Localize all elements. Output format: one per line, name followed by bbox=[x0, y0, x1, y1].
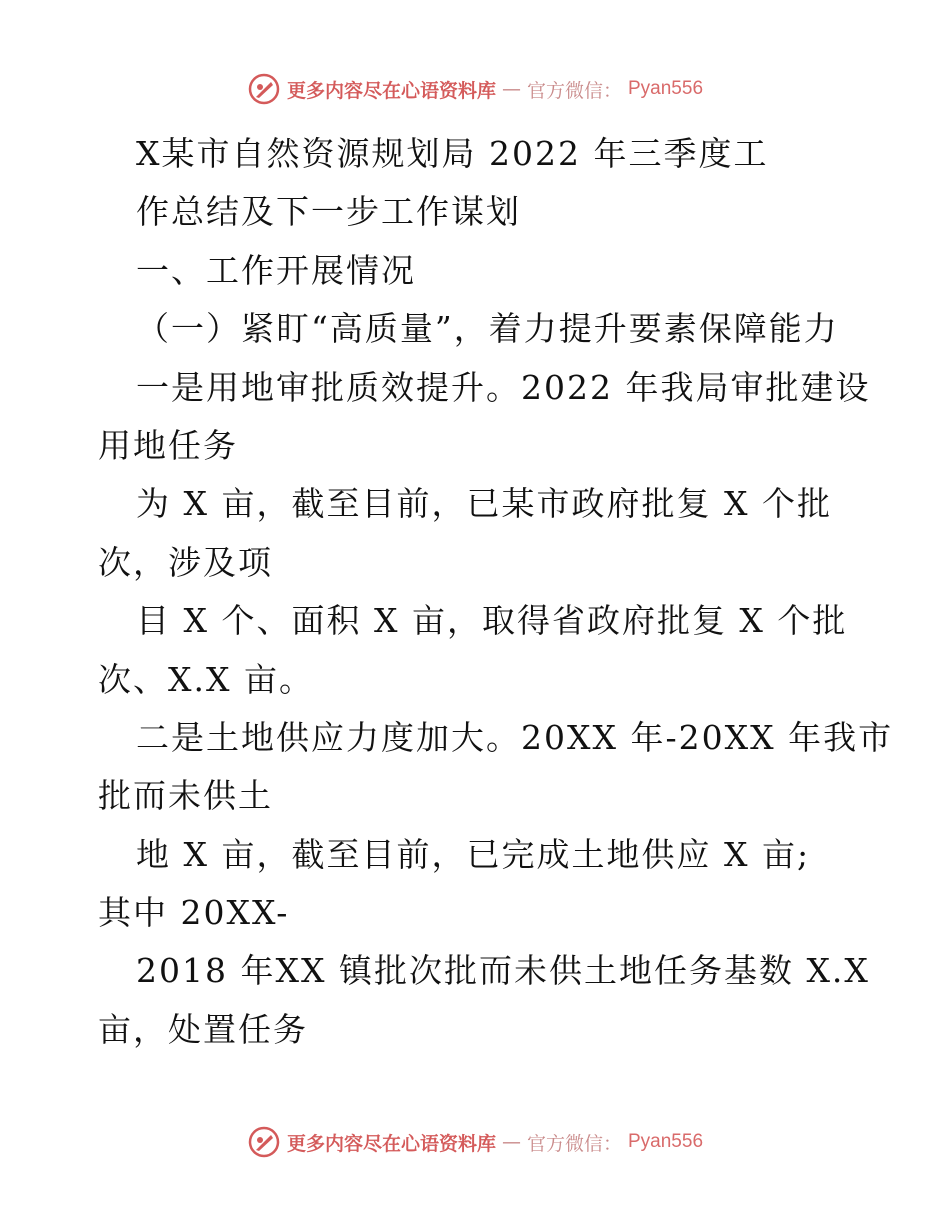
watermark-wechat-label: 官方微信： bbox=[526, 1132, 622, 1155]
paragraph-line: 目 X 个、面积 X 亩，取得省政府批复 X 个批 bbox=[136, 601, 848, 641]
watermark-wechat-label: 官方微信： bbox=[526, 79, 622, 102]
paragraph-line: 次，涉及项 bbox=[98, 542, 273, 582]
paragraph-line: 亩，处置任务 bbox=[98, 1009, 308, 1049]
doc-title-line-2: 作总结及下一步工作谋划 bbox=[136, 192, 521, 232]
document-body bbox=[98, 125, 894, 1059]
footer-watermark bbox=[0, 1125, 950, 1159]
subsection-heading: （一）紧盯“高质量”，着力提升要素保障能力 bbox=[136, 309, 839, 349]
paragraph-line: 其中 20XX- bbox=[98, 893, 290, 933]
paragraph-line: 2018 年XX 镇批次批而未供土地任务基数 X.X bbox=[136, 951, 870, 991]
header-watermark bbox=[0, 72, 950, 106]
paragraph-line: 批而未供土 bbox=[98, 776, 273, 816]
paragraph-line: 次、X.X 亩。 bbox=[98, 659, 314, 699]
watermark-site-name: 更多内容尽在心语资料库 bbox=[286, 1132, 496, 1155]
watermark-dash: — bbox=[501, 1131, 521, 1153]
paragraph-line: 二是土地供应力度加大。20XX 年-20XX 年我市 bbox=[136, 717, 894, 757]
watermark-wechat-id: Pyan556 bbox=[628, 1131, 704, 1152]
paragraph-line: 地 X 亩，截至目前，已完成土地供应 X 亩; bbox=[136, 834, 811, 874]
quill-emblem-icon bbox=[247, 72, 281, 106]
quill-emblem-icon bbox=[247, 1125, 281, 1159]
watermark-dash: — bbox=[501, 78, 521, 100]
doc-title-line-1: X某市自然资源规划局 2022 年三季度工 bbox=[136, 134, 769, 173]
paragraph-line: 一是用地审批质效提升。2022 年我局审批建设 bbox=[136, 367, 871, 407]
watermark-site-name: 更多内容尽在心语资料库 bbox=[286, 79, 496, 102]
section-heading: 一、工作开展情况 bbox=[136, 250, 416, 290]
paragraph-line: 为 X 亩，截至目前，已某市政府批复 X 个批 bbox=[136, 484, 832, 524]
watermark-wechat-id: Pyan556 bbox=[628, 78, 704, 99]
paragraph-line: 用地任务 bbox=[98, 425, 238, 465]
